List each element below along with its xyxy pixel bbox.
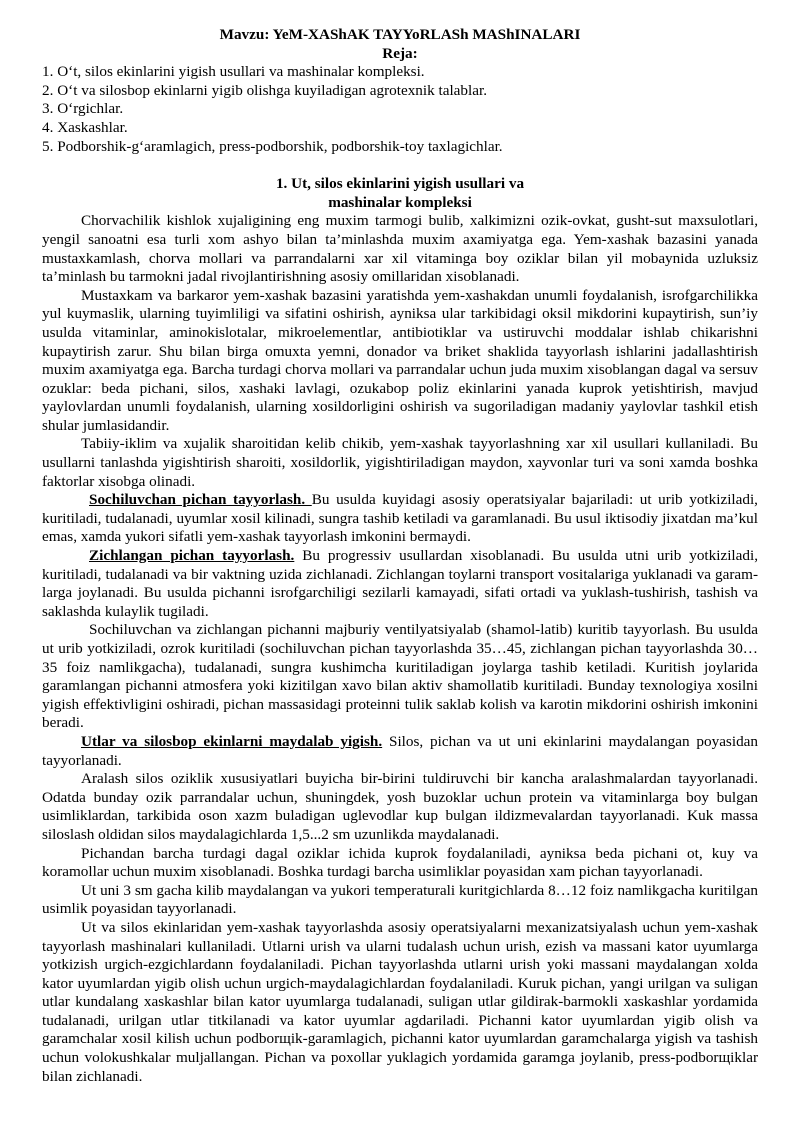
plan-heading: Reja: [382,44,418,62]
term-heading: Utlar va silosbop ekinlarni maydalab yigish. [81,732,383,750]
section-title [42,175,758,212]
paragraph: Chorvachilik kishlok xujaligining eng muxim tarmogi bulib, xalkimizni ozik-ovkat, gusht-sut maxsulotlari, yengil sanoatni esa turli xom ashyo bilan ta’minlashda muxim axamiyatga ega. Yem-xashak bazasini yanada mustaxkamlash, chorva mollari va parrandalarni xar xil vitaminga boy oziklar bilan yil mobaynida uzluksiz ta’minlash bu tarmokni jadal rivojlantirishning asosiy omillaridan xisoblanadi. [42,212,758,286]
section-title-line-1: 1. Ut, silos ekinlarini yigish usullari va [275,175,525,193]
paragraph-with-term [42,491,758,547]
plan-item: 3. O‘rgichlar. [42,100,124,118]
paragraph: Mustaxkam va barkaror yem-xashak bazasini yaratishda yem-xashakdan unumli foydalanish, isrofgarchilikka yul kuymaslik, ularning tuyimliligi va sifatini oshirish, ayniksa ular tarkibidagi oksil mikdorini kupaytirish, sun’iy usulda vitaminlar, aminokislotalar, mikroelementlar, antibiotiklar va ustiruvchi moddalar ishlab chikarishni kupaytirish zarur. Shu bilan birga omuxta yemni, donador va briket shaklida tayyorlash ishlarini jadallashtirish muxim axamiyatga ega. Barcha turdagi chorva mollari va parrandalar uchun juda muxim xisoblangan dagal va sersuv ozuklar: beda pichani, silos, xashaki lavlagi, ozukabop poliz ekinlarini yanada kuprok yetishtirish, mavjud yaylovlardan unumli foydalanish, ularning xosildorligini oshirish va sugoriladigan madaniy yaylovlar tashkil etish shular jumlasidandir. [42,286,758,434]
paragraph: Pichandan barcha turdagi dagal oziklar ichida kuprok foydalaniladi, ayniksa beda pichani ot, kuy va koramollar uchun muxim xisoblanadi. Boshka turdagi barcha usimliklar poyasidan xam pichan tayyorlanadi. [42,844,758,881]
topic-title: Mavzu: YeM-XAShAK TAYYoRLASh MAShINALARI [219,26,581,43]
section-title-line-2: mashinalar kompleksi [328,193,472,211]
paragraph-text: Bu usulda kuyidagi asosiy operatsiyalar bajariladi: ut urib yotkiziladi, kuritiladi, tudalanadi, uyumlar xosil kilinadi, sungra tashib ketiladi va garamlanadi. Bu usul iktisodiy jixatdan ma’kul emas, xamda yukori sifatli yem-xashak tayyorlash imkonini bermaydi. [42,491,758,546]
term-heading: Sochiluvchan pichan tayyorlash. [89,491,312,509]
plan-list [42,63,758,156]
plan-item: 4. Xaskashlar. [42,118,128,136]
paragraph-with-term [42,547,758,621]
plan-item: 2. O‘t va silosbop ekinlarni yigib olishga kuyiladigan agrotexnik talablar. [42,81,487,99]
paragraph-text: Bu progressiv usullardan xisoblanadi. Bu usulda utni urib yotkiziladi, kuritiladi, tudalanadi va bir vaktning uzida zichlanadi. Zichlangan toylarni transport vositalariga yuklanadi va garam-larga joylanadi. Bu usulda pichanni isrofgarchiligi sezilarli kamayadi, sifati ortadi va yuklash-tushirish, tashish va saklashda kulaylik tugiladi. [42,547,758,620]
paragraph: Aralash silos oziklik xususiyatlari buyicha bir-birini tuldiruvchi bir kancha aralashmalardan tayyorlanadi. Odatda bunday ozik parrandalar uchun, shuningdek, yosh buzoklar uchun protein va vitaminlarga boy bulgan usimliklardan, tarkibida oson xazm buladigan uglevodlar kup bulgan ildizmevalardan tayyorlanadi. Kuk massa siloslash oldidan silos maydalagichlarda 1,5...2 sm uzunlikda maydalanadi. [42,770,758,843]
term-heading: Zichlangan pichan tayyorlash. [89,547,295,565]
paragraph: Sochiluvchan va zichlangan pichanni majburiy ventilyatsiyalab (shamol-latib) kuritib tayyorlash. Bu usulda ut urib yotkiziladi, ozrok kuritiladi (sochiluvchan pichan tayyorlashda 35…45, zichlangan pichan tayyorlashda 30…35 foiz namlikgacha), tudalanadi, sungra kushimcha kuritiladigan joylarga tashib ketiladi. Kuritish joylarida garamlangan pichanni atmosfera yoki kizitilgan xavo bilan aktiv shamollatib kuritiladi. Bunday texnologiya xosilni yigish effektivligini oshiradi, pichan massasidagi proteinni tulik saklab kolish va karotin mikdorini oshirish imkonini beradi. [42,621,758,732]
paragraph: Tabiiy-iklim va xujalik sharoitidan kelib chikib, yem-xashak tayyorlashning xar xil usullari kullaniladi. Bu usullarni tanlashda yigishtirish sharoiti, xosildorlik, yigishtiriladigan maydon, xayvonlar turi va soni xamda boshka faktorlar xisobga olinadi. [42,435,758,490]
paragraph-text: Silos, pichan va ut uni ekinlarini maydalangan poyasidan tayyorlanadi. [42,732,758,769]
paragraph: Ut uni 3 sm gacha kilib maydalangan va yukori temperaturali kuritgichlarda 8…12 foiz namlikgacha kuritilgan usimlik poyasidan tayyorlanadi. [42,881,758,918]
plan-item: 5. Podborshik-g‘aramlagich, press-podborshik, podborshik-toy taxlagichlar. [42,137,503,155]
paragraph-with-term [42,733,758,770]
plan-item: 1. O‘t, silos ekinlarini yigish usullari va mashinalar kompleksi. [42,63,425,81]
paragraph: Ut va silos ekinlaridan yem-xashak tayyorlashda asosiy operatsiyalarni mexanizatsiyalash uchun yem-xashak tayyorlash mashinalari kullaniladi. Utlarni urish va ularni tudalash uchun urish, ezish va massani kator uyumlarga yotkizish urgich-ezgichlardann foydalaniladi. Pichan tayyorlashda utlarni urish yoki massani maydalangan xolda kator uyumlardan yigib olish uchun urgich-maydalagichlardan foydalaniladi. Kuruk pichan, yangi urilgan va suligan utlar kundalang xaskashlar bilan kator uyumlarga tudalanadi, suligan utlar gildirak-barmokli xaskashlar yordamida tudalanadi, urilgan utlar titkilanadi va kator uyumlar agdariladi. Pichanni kator uyumlardan yigib olish va garamchalar xosil kilish uchun podborщik-garamlagich, pichanni kator uyumlardan garamchalarga yigish va tashish uchun volokushkalar muljallangan. Pichan va poxollar yuklagich yordamida garamga joylanib, press-podborщiklar bilan zichlanadi. [42,918,758,1085]
